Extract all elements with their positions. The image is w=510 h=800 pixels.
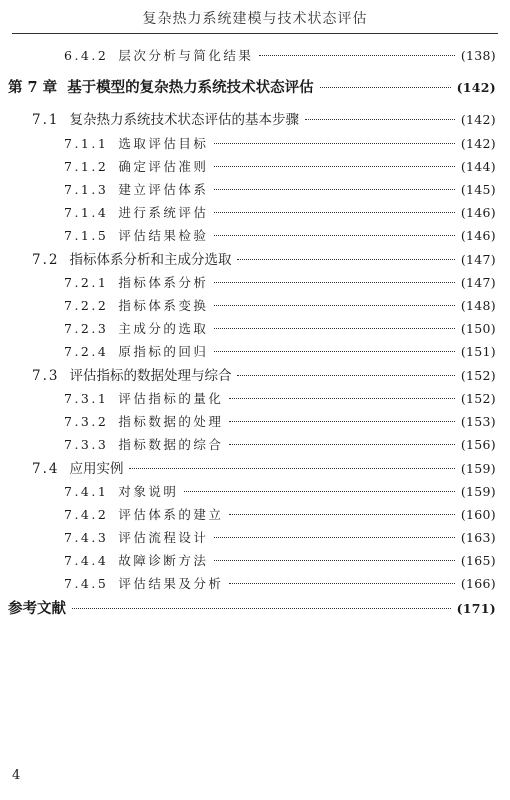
dot-leader: [320, 87, 451, 88]
toc-entry-title: 主成分的选取: [118, 321, 209, 336]
toc-entry-title: 进行系统评估: [118, 205, 209, 220]
dot-leader: [214, 235, 455, 236]
toc-entry-page: (153): [460, 414, 496, 429]
toc-subsection-entry: [64, 46, 496, 66]
toc-entry-title: 原指标的回归: [118, 344, 209, 359]
toc-entry-number: 7.1.4: [64, 205, 109, 220]
toc-entry-number: 7.2: [32, 252, 60, 268]
toc-entry-title: 建立评估体系: [118, 182, 209, 197]
toc-entry-page: (166): [460, 576, 496, 591]
toc-chapter-entry: [8, 78, 496, 98]
toc-subsection-entry: [64, 435, 496, 455]
toc-entry-title: 评估体系的建立: [118, 507, 224, 522]
dot-leader: [129, 468, 454, 469]
toc-entry-title: 应用实例: [69, 461, 124, 477]
toc-entry-page: (156): [460, 437, 496, 452]
toc-entry-number: 7.1.2: [64, 159, 109, 174]
toc-entry-page: (142): [460, 136, 496, 151]
toc-entry-title: 指标体系分析和主成分选取: [69, 252, 232, 268]
toc-entry-title: 指标数据的综合: [118, 437, 224, 452]
toc-entry-number: 7.4.2: [64, 507, 109, 522]
toc-entry-number: 7.2.2: [64, 298, 109, 313]
toc-entry-page: (152): [460, 368, 496, 383]
dot-leader: [229, 514, 455, 515]
toc-entry-page: (152): [460, 391, 496, 406]
dot-leader: [184, 491, 455, 492]
toc-entry-number: 7.1.5: [64, 228, 109, 243]
toc-entry-number: 7.2.3: [64, 321, 109, 336]
toc-subsection-entry: [64, 180, 496, 200]
toc-entry-page: (160): [460, 507, 496, 522]
toc-entry-number: 7.1.1: [64, 136, 109, 151]
toc-entry-page: (150): [460, 321, 496, 336]
toc-entry-page: (159): [460, 461, 496, 476]
toc-subsection-entry: [64, 157, 496, 177]
running-header: 复杂热力系统建模与技术状态评估: [142, 11, 368, 27]
toc-entry-title: 评估结果及分析: [118, 576, 224, 591]
toc-entry-page: (142): [460, 112, 496, 127]
toc-subsection-entry: [64, 296, 496, 316]
toc-chapter-entry: [8, 599, 496, 619]
toc-entry-title: 评估指标的数据处理与综合: [69, 368, 232, 384]
toc-entry-page: (146): [460, 205, 496, 220]
dot-leader: [214, 189, 455, 190]
toc-entry-title: 层次分析与简化结果: [118, 48, 254, 63]
toc-entry-number: 第 7 章: [8, 79, 58, 96]
toc-entry-title: 评估结果检验: [118, 228, 209, 243]
dot-leader: [214, 166, 455, 167]
toc-entry-number: 7.4.3: [64, 530, 109, 545]
dot-leader: [305, 119, 455, 120]
toc-entry-number: 7.4: [32, 461, 60, 477]
toc-subsection-entry: [64, 505, 496, 525]
toc-entry-number: 7.2.4: [64, 344, 109, 359]
toc-entry-title: 对象说明: [118, 484, 179, 499]
toc-entry-number: 7.1: [32, 112, 60, 128]
dot-leader: [237, 375, 454, 376]
toc-section-entry: [32, 459, 496, 479]
toc-entry-title: 指标体系变换: [118, 298, 209, 313]
toc-entry-number: 7.3.1: [64, 391, 109, 406]
dot-leader: [214, 282, 455, 283]
toc-entry-title: 指标体系分析: [118, 275, 209, 290]
toc-entry-number: 7.3.3: [64, 437, 109, 452]
toc-entry-title: 指标数据的处理: [118, 414, 224, 429]
dot-leader: [214, 537, 455, 538]
toc-subsection-entry: [64, 273, 496, 293]
toc-subsection-entry: [64, 574, 496, 594]
dot-leader: [72, 608, 451, 609]
toc-entry-number: 7.3.2: [64, 414, 109, 429]
toc-entry-title: 复杂热力系统技术状态评估的基本步骤: [69, 112, 299, 128]
dot-leader: [214, 212, 455, 213]
dot-leader: [214, 328, 455, 329]
toc-subsection-entry: [64, 551, 496, 571]
toc-entry-title: 故障诊断方法: [118, 553, 209, 568]
toc-entry-page: (163): [460, 530, 496, 545]
dot-leader: [214, 143, 455, 144]
dot-leader: [237, 259, 454, 260]
toc-entry-page: (151): [460, 344, 496, 359]
toc-entry-page: (165): [460, 553, 496, 568]
toc-subsection-entry: [64, 203, 496, 223]
toc-subsection-entry: [64, 319, 496, 339]
toc-entry-number: 7.4.4: [64, 553, 109, 568]
toc-entry-number: 7.3: [32, 368, 60, 384]
toc-entry-title: 确定评估准则: [118, 159, 209, 174]
toc-entry-title: 选取评估目标: [118, 136, 209, 151]
toc-entry-page: (144): [460, 159, 496, 174]
toc-entry-page: (142): [456, 80, 496, 95]
toc-entry-page: (147): [460, 252, 496, 267]
toc-subsection-entry: [64, 389, 496, 409]
dot-leader: [229, 421, 455, 422]
toc-entry-number: 7.2.1: [64, 275, 109, 290]
toc-entry-page: (159): [460, 484, 496, 499]
toc-subsection-entry: [64, 528, 496, 548]
toc-entry-title: 参考文献: [8, 600, 66, 617]
dot-leader: [229, 444, 455, 445]
toc-entry-number: 7.1.3: [64, 182, 109, 197]
dot-leader: [229, 398, 455, 399]
toc-entry-title: 评估指标的量化: [118, 391, 224, 406]
dot-leader: [214, 305, 455, 306]
toc-section-entry: [32, 366, 496, 386]
toc-section-entry: [32, 250, 496, 270]
toc-entry-page: (145): [460, 182, 496, 197]
toc-section-entry: [32, 110, 496, 130]
dot-leader: [259, 55, 455, 56]
toc-subsection-entry: [64, 342, 496, 362]
toc-entry-title: 评估流程设计: [118, 530, 209, 545]
header-rule: [12, 33, 498, 34]
toc-subsection-entry: [64, 482, 496, 502]
toc-entry-number: 7.4.5: [64, 576, 109, 591]
dot-leader: [214, 351, 455, 352]
toc-subsection-entry: [64, 226, 496, 246]
toc-entry-page: (138): [460, 48, 496, 63]
page-number: 4: [12, 768, 21, 783]
toc-entry-page: (148): [460, 298, 496, 313]
toc-entry-page: (147): [460, 275, 496, 290]
dot-leader: [229, 583, 455, 584]
dot-leader: [214, 560, 455, 561]
toc-subsection-entry: [64, 134, 496, 154]
toc-subsection-entry: [64, 412, 496, 432]
toc-entry-number: 7.4.1: [64, 484, 109, 499]
toc-entry-number: 6.4.2: [64, 48, 109, 63]
toc-entry-page: (146): [460, 228, 496, 243]
toc-entry-page: (171): [456, 601, 496, 616]
toc-entry-title: 基于模型的复杂热力系统技术状态评估: [67, 79, 314, 96]
